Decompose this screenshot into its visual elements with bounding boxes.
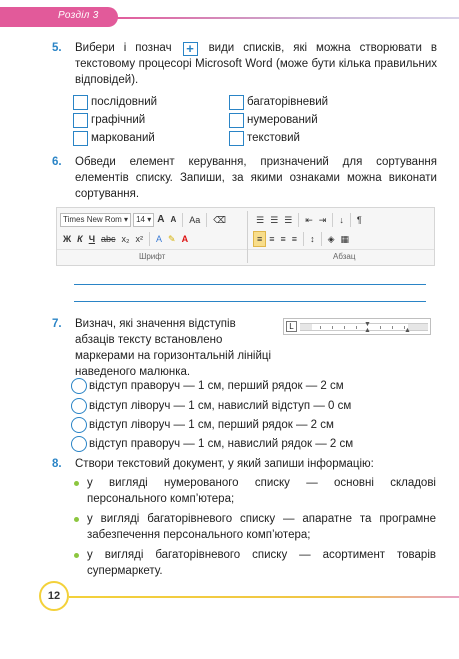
show-formatting-icon[interactable]: ¶ [356,215,362,225]
superscript-button[interactable]: x² [135,234,144,244]
question-number: 8. [52,458,62,470]
align-left-icon[interactable]: ≡ [253,231,266,247]
bullet-icon [74,517,79,522]
option-item[interactable]: графічний [73,112,145,128]
bold-button[interactable]: Ж [63,234,72,244]
option-item[interactable]: текстовий [229,130,300,146]
question-6 [52,154,437,202]
option-item[interactable]: послідовний [73,94,157,110]
option-item[interactable]: нумерований [229,112,318,128]
section-title: Розділ 3 [58,10,99,21]
option-item[interactable]: відступ праворуч — 1 см, навислий рядок — 2 см [71,436,353,452]
question-text: Створи текстовий документ, у який запиши інформацію: [75,458,374,470]
tab-stop-icon: L [286,321,297,332]
answer-checkbox[interactable] [73,131,88,146]
answer-line [74,301,426,302]
answer-radio[interactable] [71,378,87,394]
answer-checkbox[interactable] [73,95,88,110]
answer-checkbox[interactable] [229,113,244,128]
question-text: Визнач, які значення відступів абзаців тексту встановлено маркерами на горизонтальній лінійці наведеного малюнка. [75,318,272,378]
font-name-box[interactable]: Times New Rom ▾ [60,213,131,227]
hanging-indent-marker-icon: ▲ [364,327,371,334]
borders-icon[interactable]: ▦ [340,234,349,244]
horizontal-ruler-image [283,318,431,335]
multilevel-list-icon[interactable]: ☰ [284,215,293,225]
question-number: 6. [52,156,62,168]
align-center-icon[interactable]: ≡ [269,234,275,244]
underline-button[interactable]: Ч [88,234,96,244]
list-item: у вигляді багаторівневого списку — апаратне та програмне забезпечення персонального комп’ютера; [74,511,436,543]
answer-checkbox[interactable] [229,131,244,146]
group-divider [247,211,248,263]
question-text: Вибери і познач + види списків, які можна створювати в текстовому процесорі Microsoft Word (може бути кілька правильних відповідей). [75,41,437,86]
font-color-icon[interactable]: A [181,234,189,244]
footer-rule [69,596,459,598]
question-number: 7. [52,318,62,330]
align-right-icon[interactable]: ≡ [280,234,286,244]
word-ribbon-image [56,207,435,266]
grow-font-button[interactable]: A [157,214,165,225]
justify-icon[interactable]: ≡ [291,234,298,244]
option-item[interactable]: відступ праворуч — 1 см, перший рядок — 2 см [71,378,344,394]
clear-format-icon[interactable]: ⌫ [213,215,226,225]
decrease-indent-icon[interactable]: ⇤ [305,215,313,225]
bullet-icon [74,553,79,558]
font-size-box[interactable]: 14 ▾ [133,213,154,227]
option-item[interactable]: маркований [73,130,155,146]
text-effects-icon[interactable]: A [156,234,163,244]
list-item: у вигляді нумерованого списку — основні складові персонального комп’ютера; [74,475,436,507]
answer-radio[interactable] [71,398,87,414]
page-number: 12 [39,581,69,611]
ribbon-row-2 [60,230,191,248]
font-group-label: Шрифт [139,252,166,261]
shading-icon[interactable]: ◈ [327,234,335,244]
question-8 [52,456,437,472]
list-item: у вигляді багаторівневого списку — асортимент товарів супермаркету. [74,547,436,579]
numbering-icon[interactable]: ☰ [270,215,279,225]
italic-button[interactable]: К [77,234,83,244]
question-text: Обведи елемент керування, призначений для сортування елементів списку. Запиши, за якими ознаками можна виконати сортування. [75,156,437,200]
answer-checkbox[interactable] [73,113,88,128]
plus-mark-icon: + [183,42,198,56]
right-indent-marker-icon: ▲ [404,327,411,334]
question-7 [52,316,277,380]
option-item[interactable]: відступ ліворуч — 1 см, навислий відступ — 0 см [71,398,351,414]
bullets-icon[interactable]: ☰ [256,215,265,225]
ribbon-row-1 [60,211,229,229]
question-5 [52,40,437,88]
change-case-button[interactable]: Aa [189,215,201,225]
strikethrough-button[interactable]: abc [101,234,116,244]
line-spacing-icon[interactable]: ↕ [310,234,315,244]
highlight-icon[interactable]: ✎ [168,234,176,244]
paragraph-group-label: Абзац [333,252,356,261]
shrink-font-button[interactable]: A [170,215,177,224]
sort-icon[interactable]: ↓ [339,215,344,225]
option-item[interactable]: багаторівневий [229,94,328,110]
ribbon-row-1-para [253,211,365,229]
increase-indent-icon[interactable]: ⇥ [318,215,327,225]
question-number: 5. [52,42,62,54]
subscript-button[interactable]: x₂ [121,234,130,244]
bullet-icon [74,481,79,486]
first-line-indent-marker-icon: ▼ [364,321,371,328]
answer-checkbox[interactable] [229,95,244,110]
answer-line [74,284,426,285]
answer-radio[interactable] [71,436,87,452]
ribbon-row-2-para [253,230,352,248]
option-item[interactable]: відступ ліворуч — 1 см, перший рядок — 2 см [71,417,334,433]
answer-radio[interactable] [71,417,87,433]
header-rule [112,17,459,19]
